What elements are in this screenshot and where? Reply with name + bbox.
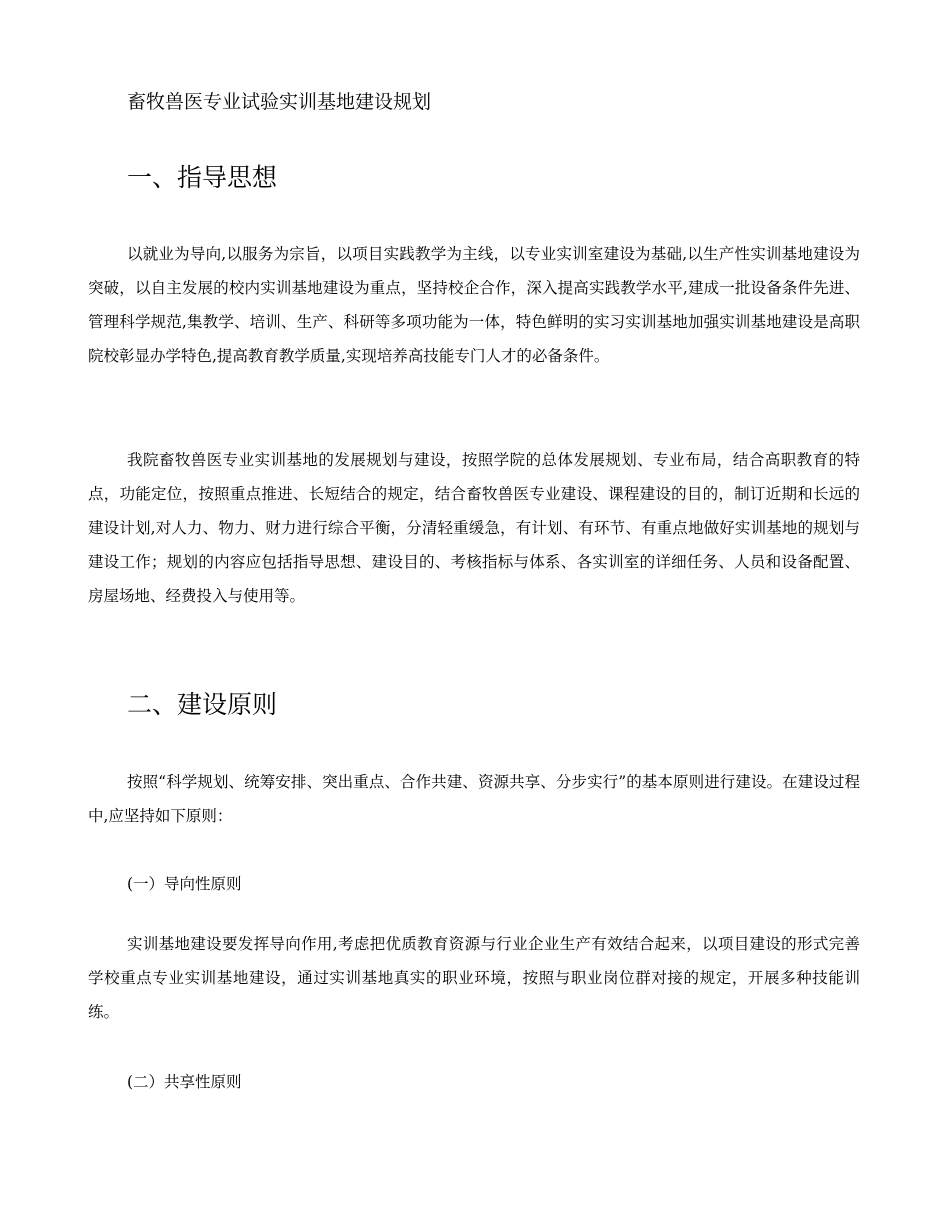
- document-title: 畜牧兽医专业试验实训基地建设规划: [127, 91, 432, 113]
- paragraph-principles-intro: 按照“科学规划、统筹安排、突出重点、合作共建、资源共享、分步实行”的基本原则进行建设。在建设过程中,应坚持如下原则：: [88, 773, 860, 825]
- subheading-sharing-principle: (二）共享性原则: [127, 1073, 242, 1091]
- paragraph-guidance-principle: 实训基地建设要发挥导向作用,考虑把优质教育资源与行业企业生产有效结合起来，以项目建设的形式完善学校重点专业实训基地建设，通过实训基地真实的职业环境，按照与职业岗位群对接的规定，开展多种技能训练。: [88, 935, 860, 1021]
- paragraph-guiding-ideology-1: 以就业为导向,以服务为宗旨，以项目实践教学为主线，以专业实训室建设为基础,以生产性实训基地建设为突破，以自主发展的校内实训基地建设为重点，坚持校企合作，深入提高实践教学水平,建成一批设备条件先进、管理科学规范,集教学、培训、生产、科研等多项功能为一体，特色鲜明的实习实训基地加强实训基地建设是高职院校彰显办学特色,提高教育教学质量,实现培养高技能专门人才的必备条件。: [88, 245, 860, 365]
- section-heading-guiding-ideology: 一、指导思想: [127, 163, 278, 192]
- section-heading-construction-principles: 二、建设原则: [127, 690, 278, 719]
- paragraph-guiding-ideology-2: 我院畜牧兽医专业实训基地的发展规划与建设，按照学院的总体发展规划、专业布局，结合高职教育的特点，功能定位，按照重点推进、长短结合的规定，结合畜牧兽医专业建设、课程建设的目的，制订近期和长远的建设计划,对人力、物力、财力进行综合平衡，分清轻重缓急，有计划、有环节、有重点地做好实训基地的规划与建设工作；规划的内容应包括指导思想、建设目的、考核指标与体系、各实训室的详细任务、人员和设备配置、房屋场地、经费投入与使用等。: [88, 451, 860, 605]
- subheading-guidance-principle: (一）导向性原则: [127, 875, 242, 893]
